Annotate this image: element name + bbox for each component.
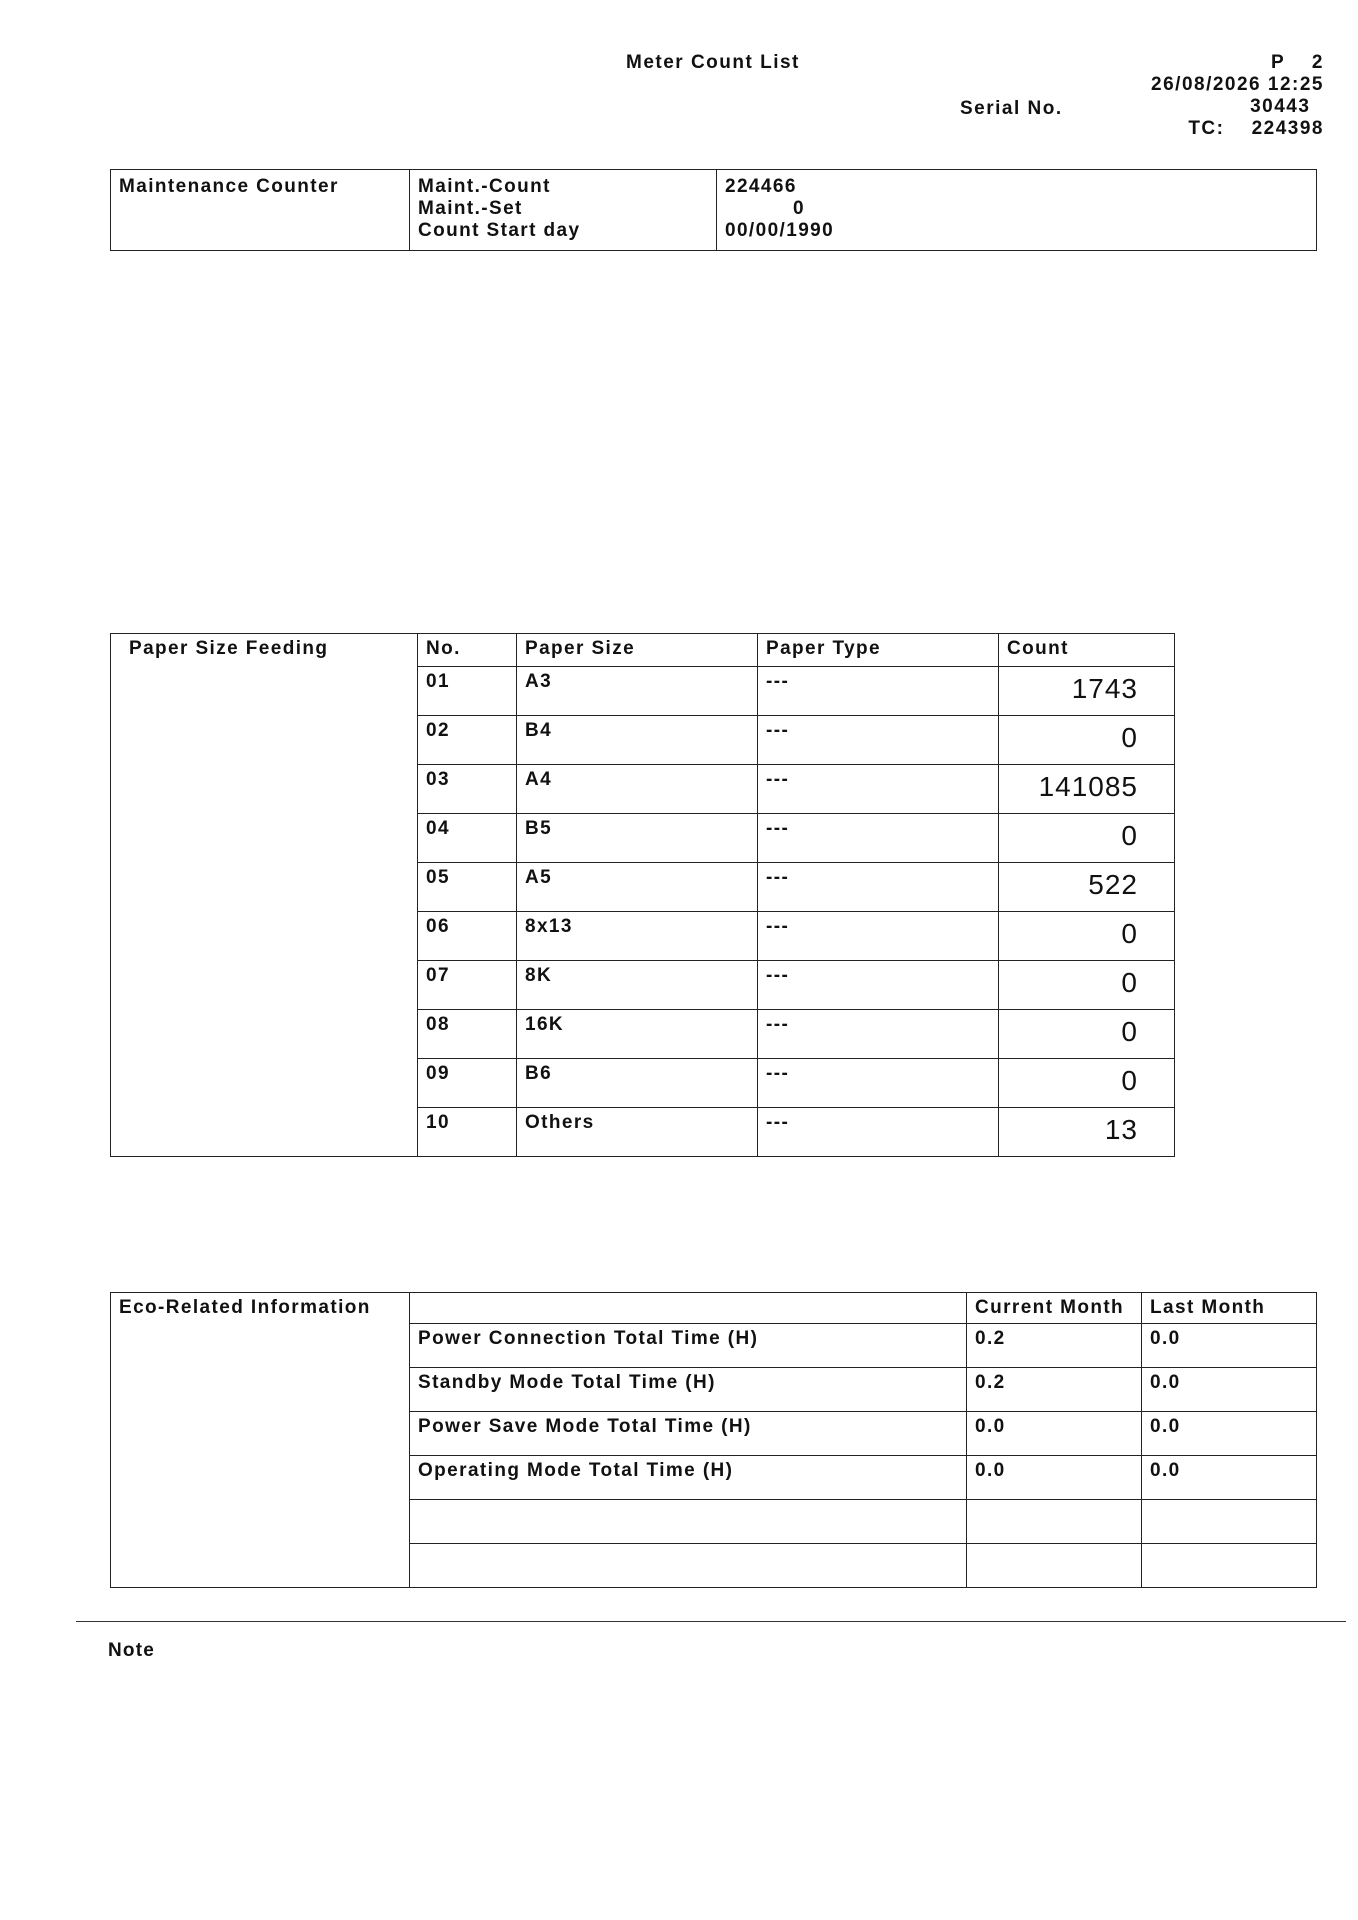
paper-size: 16K [517,1010,758,1059]
header-no: No. [418,634,517,667]
header-paper-size: Paper Size [517,634,758,667]
eco-header-row [111,1293,1317,1324]
paper-size: B4 [517,716,758,765]
divider [76,1621,1346,1622]
paper-no: 05 [418,863,517,912]
paper-no: 07 [418,961,517,1010]
eco-item: Standby Mode Total Time (H) [410,1368,967,1412]
maint-count-label: Maint.-Count [418,176,551,197]
eco-current: 0.0 [967,1456,1142,1500]
eco-table [110,1292,1317,1588]
print-datetime: 26/08/2026 12:25 [1151,74,1324,95]
paper-type: --- [758,667,999,716]
paper-type: --- [758,1010,999,1059]
eco-current: 0.2 [967,1324,1142,1368]
paper-count: 522 [999,863,1175,912]
page-title: Meter Count List [626,52,800,73]
paper-type: --- [758,716,999,765]
paper-header-row [111,634,1175,667]
paper-no: 04 [418,814,517,863]
eco-item: Power Save Mode Total Time (H) [410,1412,967,1456]
eco-current [967,1544,1142,1588]
paper-size: B6 [517,1059,758,1108]
eco-last: 0.0 [1142,1368,1317,1412]
page-number: P 2 [1270,52,1324,73]
paper-type: --- [758,765,999,814]
paper-no: 02 [418,716,517,765]
count-start-value: 00/00/1990 [725,220,835,241]
header-count: Count [999,634,1175,667]
maintenance-label: Maintenance Counter [111,170,410,251]
paper-type: --- [758,961,999,1010]
paper-section-label: Paper Size Feeding [111,634,418,1157]
header-item [410,1293,967,1324]
eco-item [410,1544,967,1588]
paper-size-table [110,633,1175,1157]
paper-size: A4 [517,765,758,814]
eco-last [1142,1500,1317,1544]
paper-count: 13 [999,1108,1175,1157]
paper-count: 0 [999,961,1175,1010]
eco-last: 0.0 [1142,1324,1317,1368]
count-start-label: Count Start day [418,220,581,241]
paper-size: 8x13 [517,912,758,961]
maintenance-values [717,170,1317,251]
eco-current: 0.0 [967,1412,1142,1456]
note-label: Note [108,1640,156,1661]
paper-count: 0 [999,1059,1175,1108]
paper-no: 10 [418,1108,517,1157]
paper-size: A3 [517,667,758,716]
paper-type: --- [758,1059,999,1108]
paper-no: 01 [418,667,517,716]
paper-count: 1743 [999,667,1175,716]
paper-size: Others [517,1108,758,1157]
paper-no: 09 [418,1059,517,1108]
maintenance-row [111,170,1317,251]
paper-count: 0 [999,912,1175,961]
header-current-month: Current Month [967,1293,1142,1324]
paper-count: 0 [999,814,1175,863]
paper-count: 141085 [999,765,1175,814]
paper-type: --- [758,863,999,912]
paper-type: --- [758,814,999,863]
paper-type: --- [758,912,999,961]
eco-item: Operating Mode Total Time (H) [410,1456,967,1500]
paper-type: --- [758,1108,999,1157]
serial-number: 30443 [1250,96,1324,117]
eco-last: 0.0 [1142,1412,1317,1456]
maint-set-label: Maint.-Set [418,198,523,219]
serial-label: Serial No. [960,98,1063,119]
eco-section-label: Eco-Related Information [111,1293,410,1588]
eco-current [967,1500,1142,1544]
paper-size: 8K [517,961,758,1010]
paper-no: 08 [418,1010,517,1059]
eco-item: Power Connection Total Time (H) [410,1324,967,1368]
paper-no: 03 [418,765,517,814]
eco-last [1142,1544,1317,1588]
total-counter: TC: 224398 [1188,118,1324,139]
maint-set-value: 0 [793,198,805,219]
eco-last: 0.0 [1142,1456,1317,1500]
header-info [1151,52,1324,140]
header-paper-type: Paper Type [758,634,999,667]
maintenance-names [410,170,717,251]
paper-no: 06 [418,912,517,961]
paper-size: A5 [517,863,758,912]
eco-current: 0.2 [967,1368,1142,1412]
header-last-month: Last Month [1142,1293,1317,1324]
paper-count: 0 [999,716,1175,765]
paper-count: 0 [999,1010,1175,1059]
maintenance-table [110,169,1317,251]
paper-size: B5 [517,814,758,863]
eco-item [410,1500,967,1544]
maint-count-value: 224466 [725,176,797,197]
